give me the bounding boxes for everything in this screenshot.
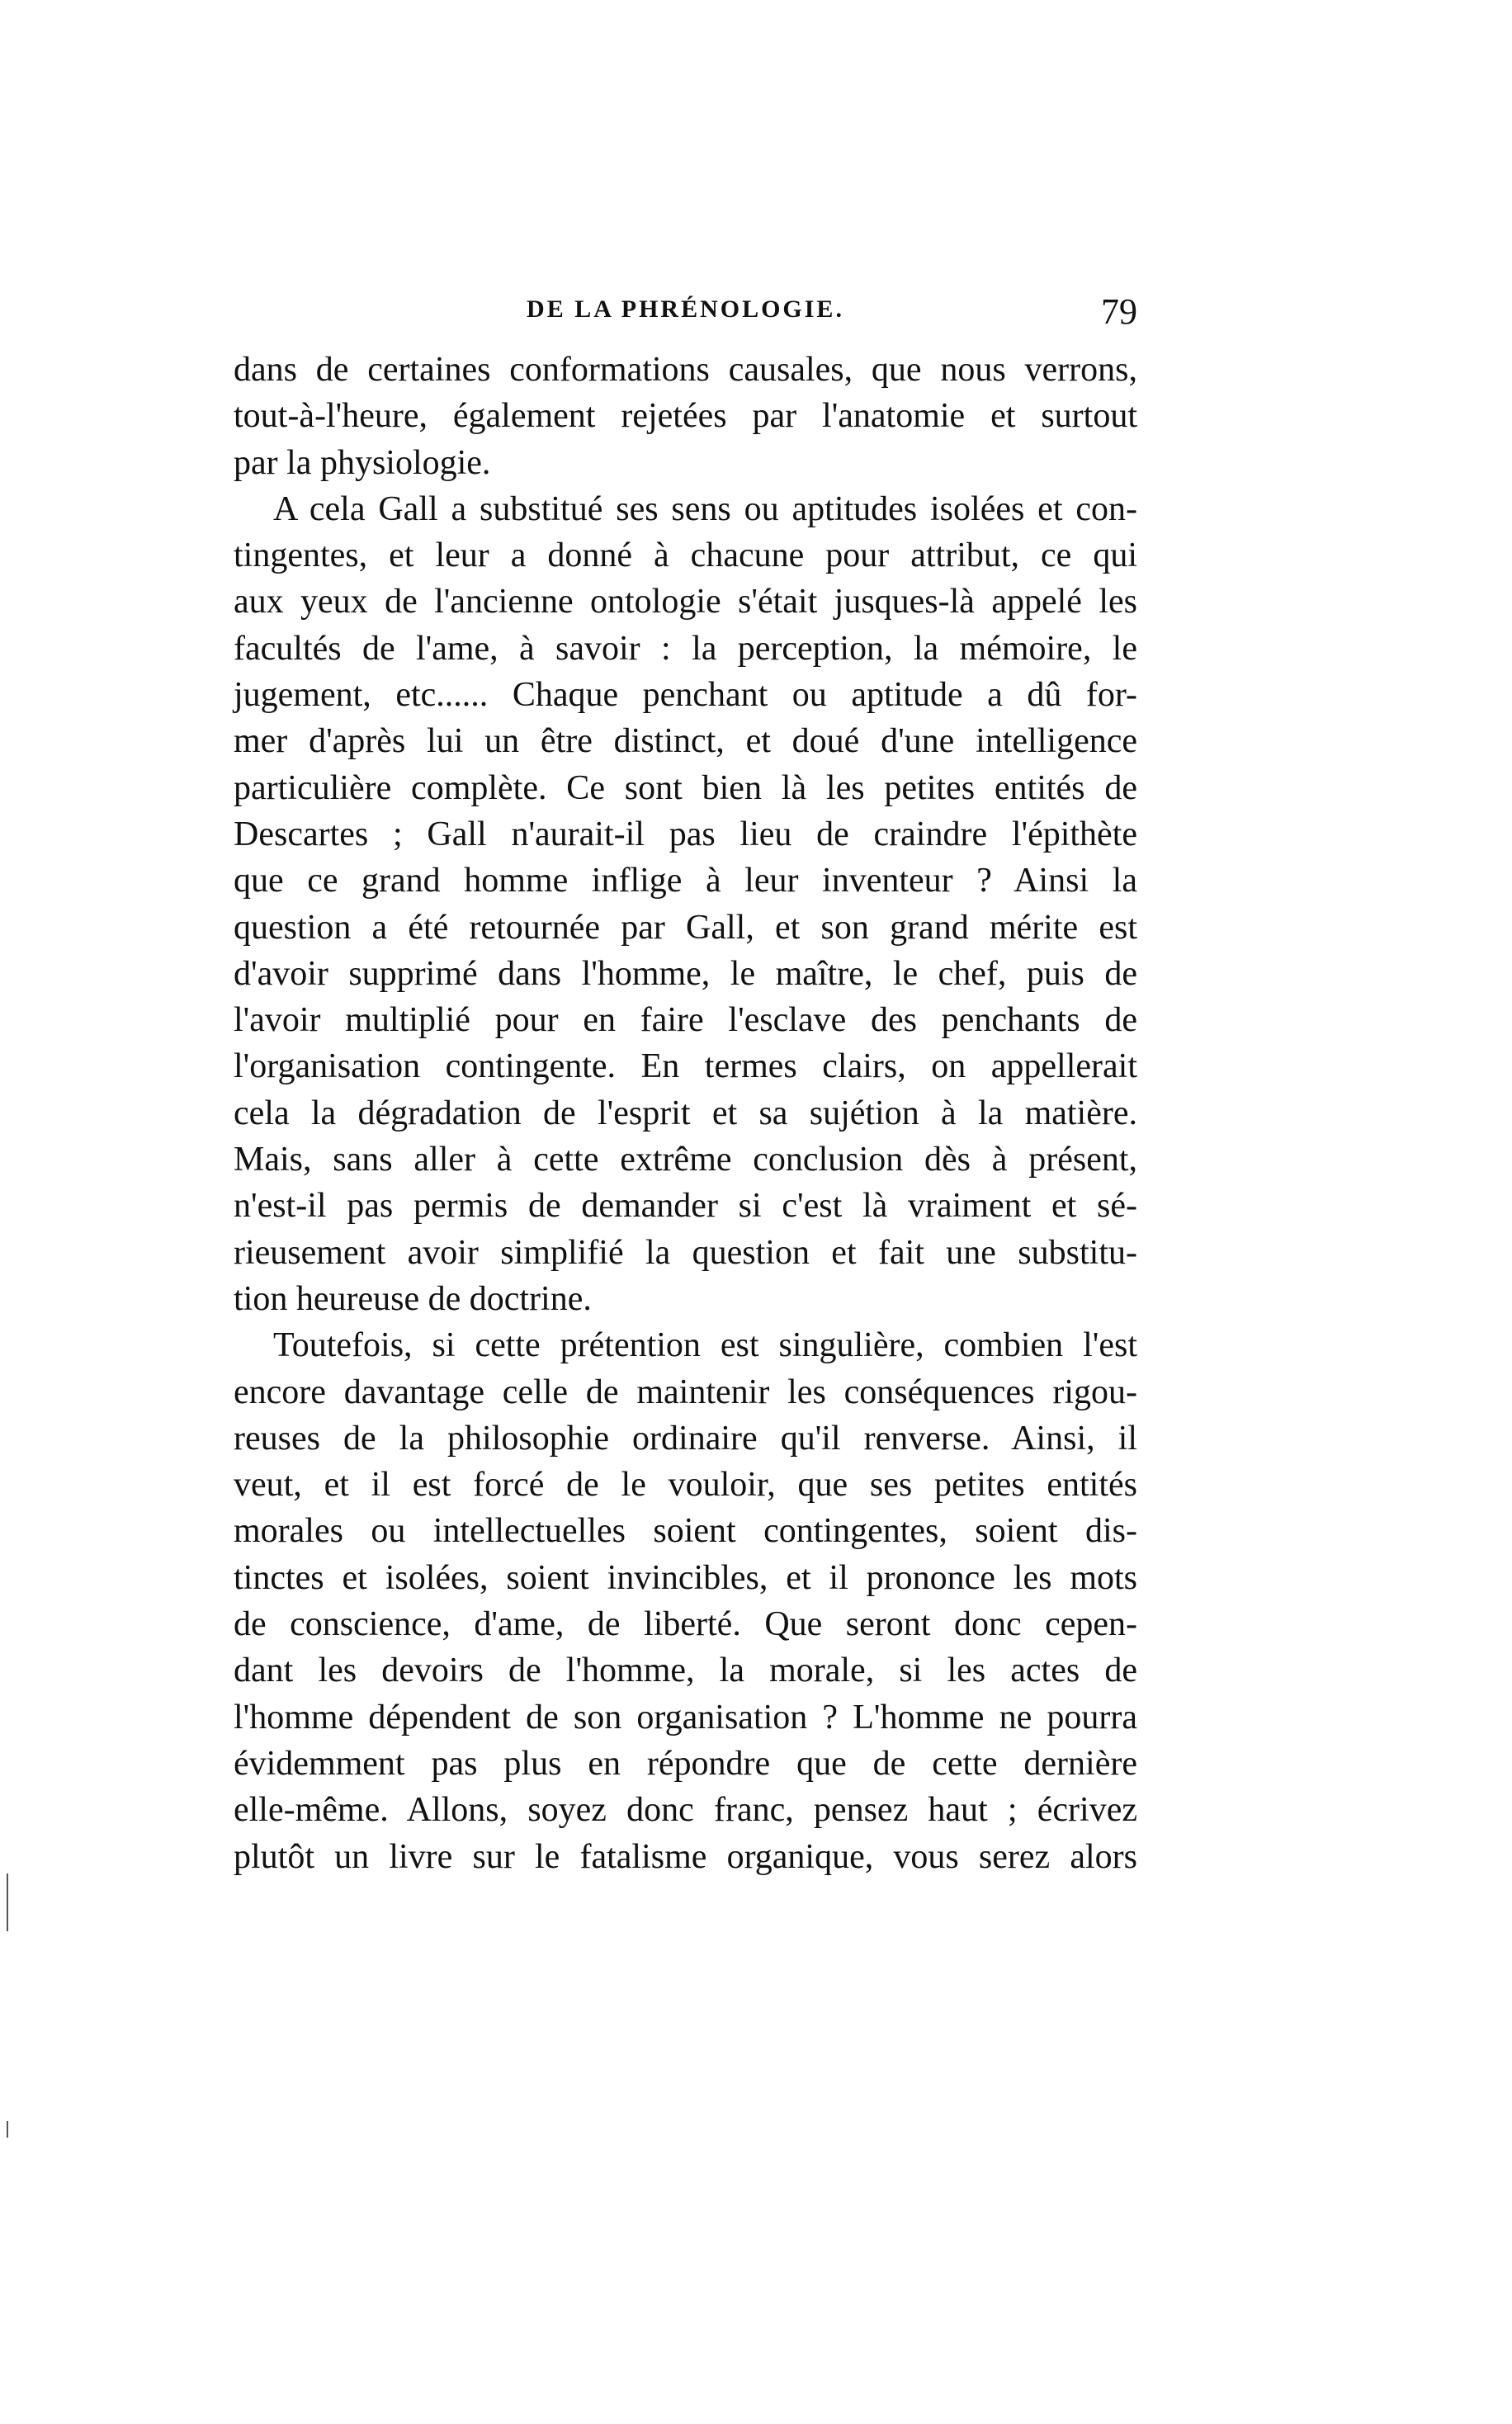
text-line: tingentes, et leur a donné à chacune pour attribut, ce qui xyxy=(234,536,1137,575)
text-line: elle-même. Allons, soyez donc franc, pensez haut ; écrivez xyxy=(234,1791,1137,1830)
text-line: Descartes ; Gall n'aurait-il pas lieu de craindre l'épithète xyxy=(234,815,1137,853)
text-line: encore davantage celle de maintenir les conséquences rigou- xyxy=(234,1373,1137,1411)
text-line: veut, et il est forcé de le vouloir, que ses petites entités xyxy=(234,1466,1137,1505)
text-line: morales ou intellectuelles soient contingentes, soient dis- xyxy=(234,1512,1137,1551)
text-line: l'organisation contingente. En termes clairs, on appellerait xyxy=(234,1047,1137,1086)
text-line: cela la dégradation de l'esprit et sa sujétion à la matière. xyxy=(234,1094,1137,1132)
text-line: l'avoir multiplié pour en faire l'esclave des penchants de xyxy=(234,1001,1137,1040)
text-line: n'est-il pas permis de demander si c'est là vraiment et sé- xyxy=(234,1187,1137,1226)
text-line: tout-à-l'heure, également rejetées par l'anatomie et surtout xyxy=(234,397,1137,436)
page-header xyxy=(234,291,1137,345)
running-head: DE LA PHRÉNOLOGIE. xyxy=(527,295,844,323)
text-line: reuses de la philosophie ordinaire qu'il renverse. Ainsi, il xyxy=(234,1419,1137,1458)
page-number: 79 xyxy=(1101,291,1137,332)
scan-margin-mark xyxy=(7,2121,8,2138)
text-line: tion heureuse de doctrine. xyxy=(234,1279,592,1318)
scan-margin-mark xyxy=(7,1874,8,1931)
text-line: l'homme dépendent de son organisation ? L'homme ne pourra xyxy=(234,1698,1137,1736)
text-line: A cela Gall a substitué ses sens ou aptitudes isolées et con- xyxy=(273,489,1137,528)
text-line: tinctes et isolées, soient invincibles, et il prononce les mots xyxy=(234,1558,1137,1597)
text-line: que ce grand homme inflige à leur inventeur ? Ainsi la xyxy=(234,862,1137,900)
text-line: jugement, etc...... Chaque penchant ou aptitude a dû for- xyxy=(234,676,1137,715)
text-line: de conscience, d'ame, de liberté. Que seront donc cepen- xyxy=(234,1605,1137,1644)
text-line: particulière complète. Ce sont bien là les petites entités de xyxy=(234,768,1137,807)
text-line: Toutefois, si cette prétention est singulière, combien l'est xyxy=(273,1326,1137,1365)
text-line: aux yeux de l'ancienne ontologie s'était jusques-là appelé les xyxy=(234,583,1137,621)
text-line: par la physiologie. xyxy=(234,443,491,482)
text-line: Mais, sans aller à cette extrême conclusion dès à présent, xyxy=(234,1141,1137,1179)
text-line: d'avoir supprimé dans l'homme, le maître, le chef, puis de xyxy=(234,954,1137,993)
text-line: mer d'après lui un être distinct, et doué d'une intelligence xyxy=(234,722,1137,761)
text-line: dans de certaines conformations causales, que nous verrons, xyxy=(234,351,1137,389)
text-line: plutôt un livre sur le fatalisme organique, vous serez alors xyxy=(234,1837,1137,1876)
text-line: évidemment pas plus en répondre que de cette dernière xyxy=(234,1744,1137,1783)
text-line: facultés de l'ame, à savoir : la perception, la mémoire, le xyxy=(234,629,1137,668)
text-line: question a été retournée par Gall, et son grand mérite est xyxy=(234,908,1137,947)
text-line: rieusement avoir simplifié la question et fait une substitu- xyxy=(234,1233,1137,1272)
body-text xyxy=(234,347,1137,1880)
text-line: dant les devoirs de l'homme, la morale, si les actes de xyxy=(234,1651,1137,1690)
